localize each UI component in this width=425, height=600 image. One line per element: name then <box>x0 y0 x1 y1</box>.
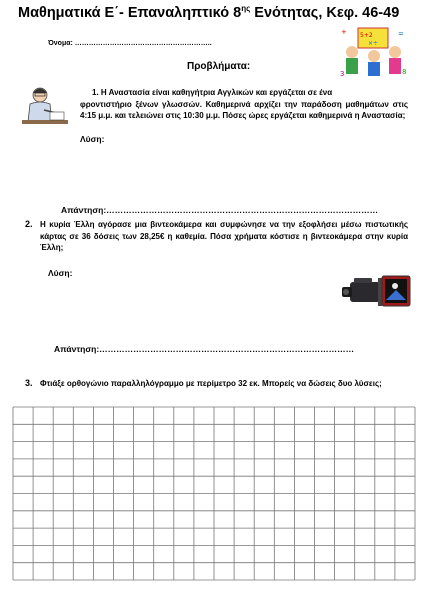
problem-2-solution-label: Λύση: <box>48 268 73 278</box>
problem-2-text: Η κυρία Έλλη αγόρασε μια βιντεοκάμερα και συμφώνησε να την εξοφλήσει μέσω πιστωτικής κάρτας σε 36 δόσεις των 28,25€ η καθεμία. Πόσα χρήματα κόστισε η βιντεοκάμερα στην κυρία Έλλη; <box>40 220 408 252</box>
problem-1-text: 1. Η Αναστασία είναι καθηγήτρια Αγγλικών και εργάζεται σε ένα φροντιστήριο ξένων γλωσσών. Καθημερινά αρχίζει την παράδοση μαθημάτων στις 4:15 μ.μ. και τελειώνει στις 10:30 μ.μ. Πόσες ώρες εργάζεται καθημερινά η Αναστασία; <box>80 88 408 120</box>
problem-3-number: 3. <box>25 378 33 388</box>
problem-1-solution-label: Λύση: <box>80 134 105 144</box>
svg-text:+: + <box>341 28 347 36</box>
svg-text:=: = <box>398 30 404 38</box>
teacher-illustration-icon <box>20 84 70 132</box>
problem-2-answer-line: Απάντηση:……………………………………………………………………………… <box>54 344 355 354</box>
name-field-label: Όνομα: ………………………………………………….. <box>48 40 212 47</box>
problem-1-number: 1. <box>92 88 99 97</box>
worksheet-title: Μαθηματικά Ε΄- Επαναληπτικό $8^{\eta\varsigma}$ Ενότητας, Κεφ. 46-49 <box>18 4 400 21</box>
problems-heading: Προβλήματα: <box>187 61 251 72</box>
svg-text:×÷: ×÷ <box>368 40 379 47</box>
svg-text:5+2: 5+2 <box>360 32 373 39</box>
square-grid <box>12 406 416 581</box>
problem-2-number: 2. <box>25 219 33 229</box>
math-kids-illustration-icon <box>338 24 410 80</box>
problem-3-text: Φτιάξε ορθογώνιο παραλληλόγραμμο με περίμετρο 32 εκ. Μπορείς να δώσεις δυο λύσεις; <box>40 379 382 388</box>
svg-text:3: 3 <box>340 70 345 78</box>
svg-text:8: 8 <box>402 68 407 76</box>
problem-1-answer-line: Απάντηση:…………………………………………………………………………………… <box>61 205 379 215</box>
camcorder-image-icon <box>340 270 412 312</box>
